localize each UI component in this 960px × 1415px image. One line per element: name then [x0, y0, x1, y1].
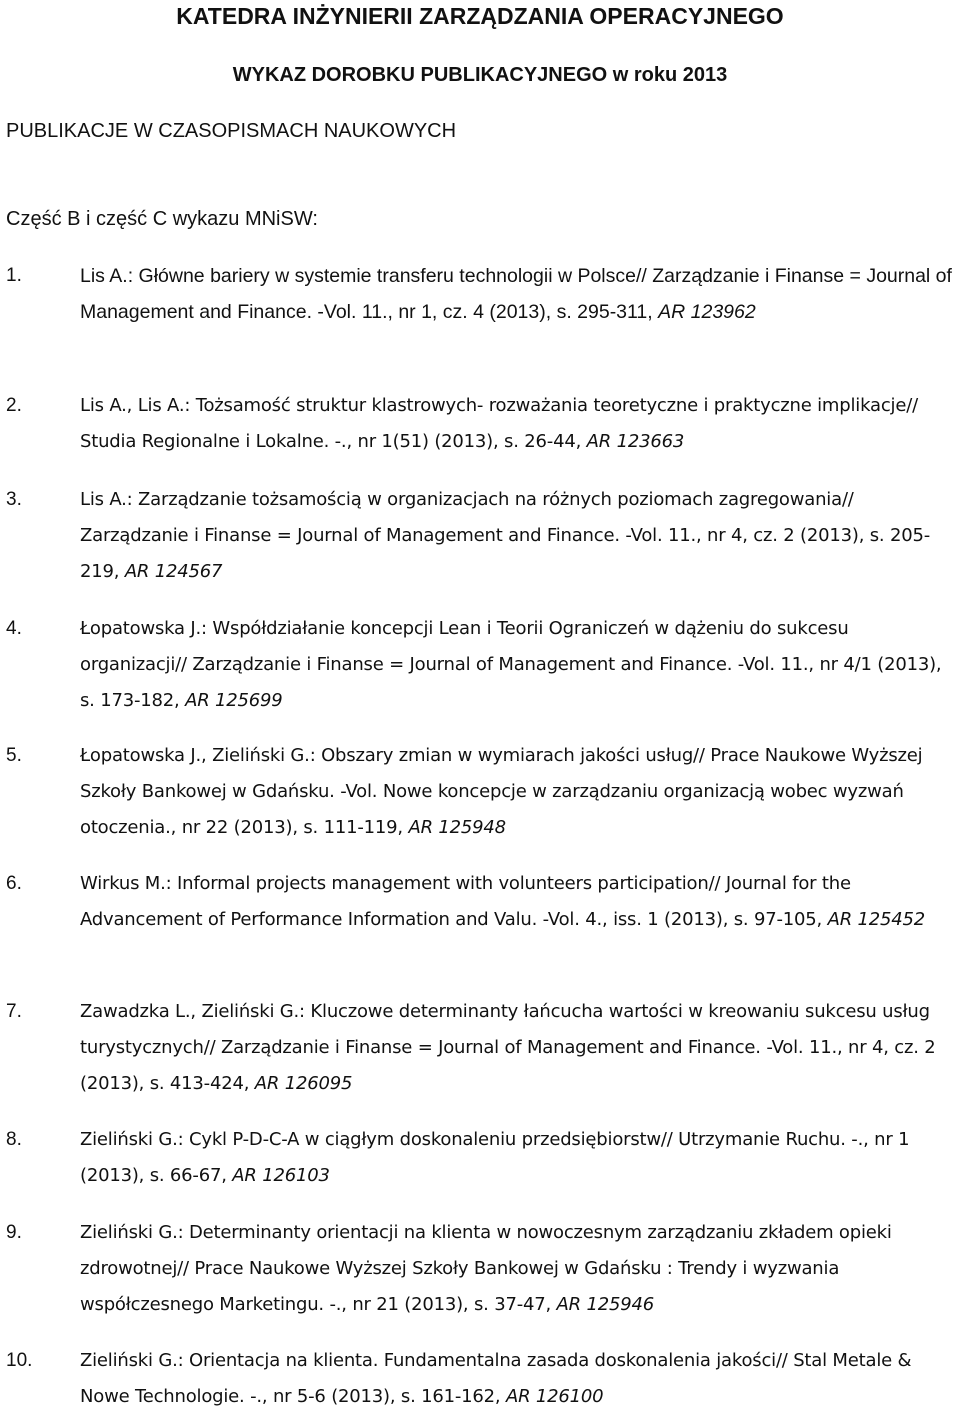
citation-text: Lis A.: Zarządzanie tożsamością w organizacjach na różnych poziomach zagregowania// Zarządzanie i Finanse = Journal of Management and Finance. -Vol. 11., nr 4, cz. 2 (2013), s. 205-219, — [80, 489, 931, 582]
citation-text: Łopatowska J., Zieliński G.: Obszary zmian w wymiarach jakości usług// Prace Naukowe Wyższej Szkoły Bankowej w Gdańsku. -Vol. Nowe koncepcje w zarządzaniu organizacją wobec wyzwań otoczenia., nr 22 (2013), s. 111-119, — [80, 745, 923, 838]
section-heading: PUBLIKACJE W CZASOPISMACH NAUKOWYCH — [6, 120, 457, 142]
subsection-heading: Część B i część C wykazu MNiSW: — [6, 208, 318, 230]
citation-text: Wirkus M.: Informal projects management with volunteers participation// Journal for the Advancement of Performance Information and Valu. -Vol. 4., iss. 1 (2013), s. 97-105, — [80, 873, 851, 930]
item-number: 6. — [6, 873, 22, 894]
item-number: 9. — [6, 1222, 22, 1243]
citation-text: Łopatowska J.: Współdziałanie koncepcji Lean i Teorii Ograniczeń w dążeniu do sukcesu organizacji// Zarządzanie i Finanse = Journal of Management and Finance. -Vol. 11., nr 4/1 (2013), s. 173-182, — [80, 618, 942, 711]
item-text — [80, 1122, 952, 1194]
citation-text: Zieliński G.: Orientacja na klienta. Fundamentalna zasada doskonalenia jakości// Stal Metale & Nowe Technologie. -., nr 5-6 (2013), s. 161-162, — [80, 1350, 912, 1407]
citation-text: Lis A., Lis A.: Tożsamość struktur klastrowych- rozważania teoretyczne i praktyczne implikacje// Studia Regionalne i Lokalne. -., nr 1(51) (2013), s. 26-44, — [80, 395, 918, 452]
item-text — [80, 482, 952, 590]
ar-number: AR 125699 — [185, 690, 283, 711]
ar-number: AR 123962 — [658, 301, 756, 323]
ar-number: AR 126095 — [254, 1073, 353, 1094]
ar-number: AR 125452 — [827, 909, 926, 930]
page-title: KATEDRA INŻYNIERII ZARZĄDZANIA OPERACYJNEGO — [176, 3, 784, 29]
ar-number: AR 124567 — [124, 561, 223, 582]
ar-number: AR 126103 — [232, 1165, 330, 1186]
item-text — [80, 388, 952, 460]
item-text — [80, 1215, 952, 1323]
citation-text: Zawadzka L., Zieliński G.: Kluczowe determinanty łańcucha wartości w kreowaniu sukcesu usług turystycznych// Zarządzanie i Finanse = Journal of Management and Finance. -Vol. 11., nr 4, cz. 2 (2013), s. 413-424, — [80, 1001, 936, 1094]
item-text — [80, 738, 952, 846]
citation-text: Zieliński G.: Determinanty orientacji na klienta w nowoczesnym zarządzaniu zkładem opieki zdrowotnej// Prace Naukowe Wyższej Szkoły Bankowej w Gdańsku : Trendy i wyzwania współczesnego Marketingu. -., nr 21 (2013), s. 37-47, — [80, 1222, 892, 1315]
ar-number: AR 123663 — [586, 431, 685, 452]
citation-text: Zieliński G.: Cykl P-D-C-A w ciągłym doskonaleniu przedsiębiorstw// Utrzymanie Ruchu. -., nr 1 (2013), s. 66-67, — [80, 1129, 910, 1186]
item-number: 3. — [6, 489, 22, 510]
item-number: 7. — [6, 1001, 22, 1022]
citation-text: Lis A.: Główne bariery w systemie transferu technologii w Polsce// Zarządzanie i Finanse = Journal of Management and Finance. -Vol. 11., nr 1, cz. 4 (2013), s. 295-311, — [80, 265, 952, 323]
item-text — [80, 1343, 952, 1415]
ar-number: AR 126100 — [505, 1386, 604, 1407]
item-number: 10. — [6, 1350, 33, 1371]
item-text — [80, 994, 952, 1102]
page-subtitle: WYKAZ DOROBKU PUBLIKACYJNEGO w roku 2013 — [232, 64, 728, 86]
item-number: 5. — [6, 745, 22, 766]
item-text — [80, 866, 952, 938]
item-number: 4. — [6, 618, 22, 639]
item-number: 2. — [6, 395, 22, 416]
item-number: 8. — [6, 1129, 22, 1150]
item-text — [80, 611, 952, 719]
ar-number: AR 125946 — [556, 1294, 655, 1315]
item-text — [80, 258, 952, 330]
item-number: 1. — [6, 265, 22, 286]
ar-number: AR 125948 — [408, 817, 506, 838]
